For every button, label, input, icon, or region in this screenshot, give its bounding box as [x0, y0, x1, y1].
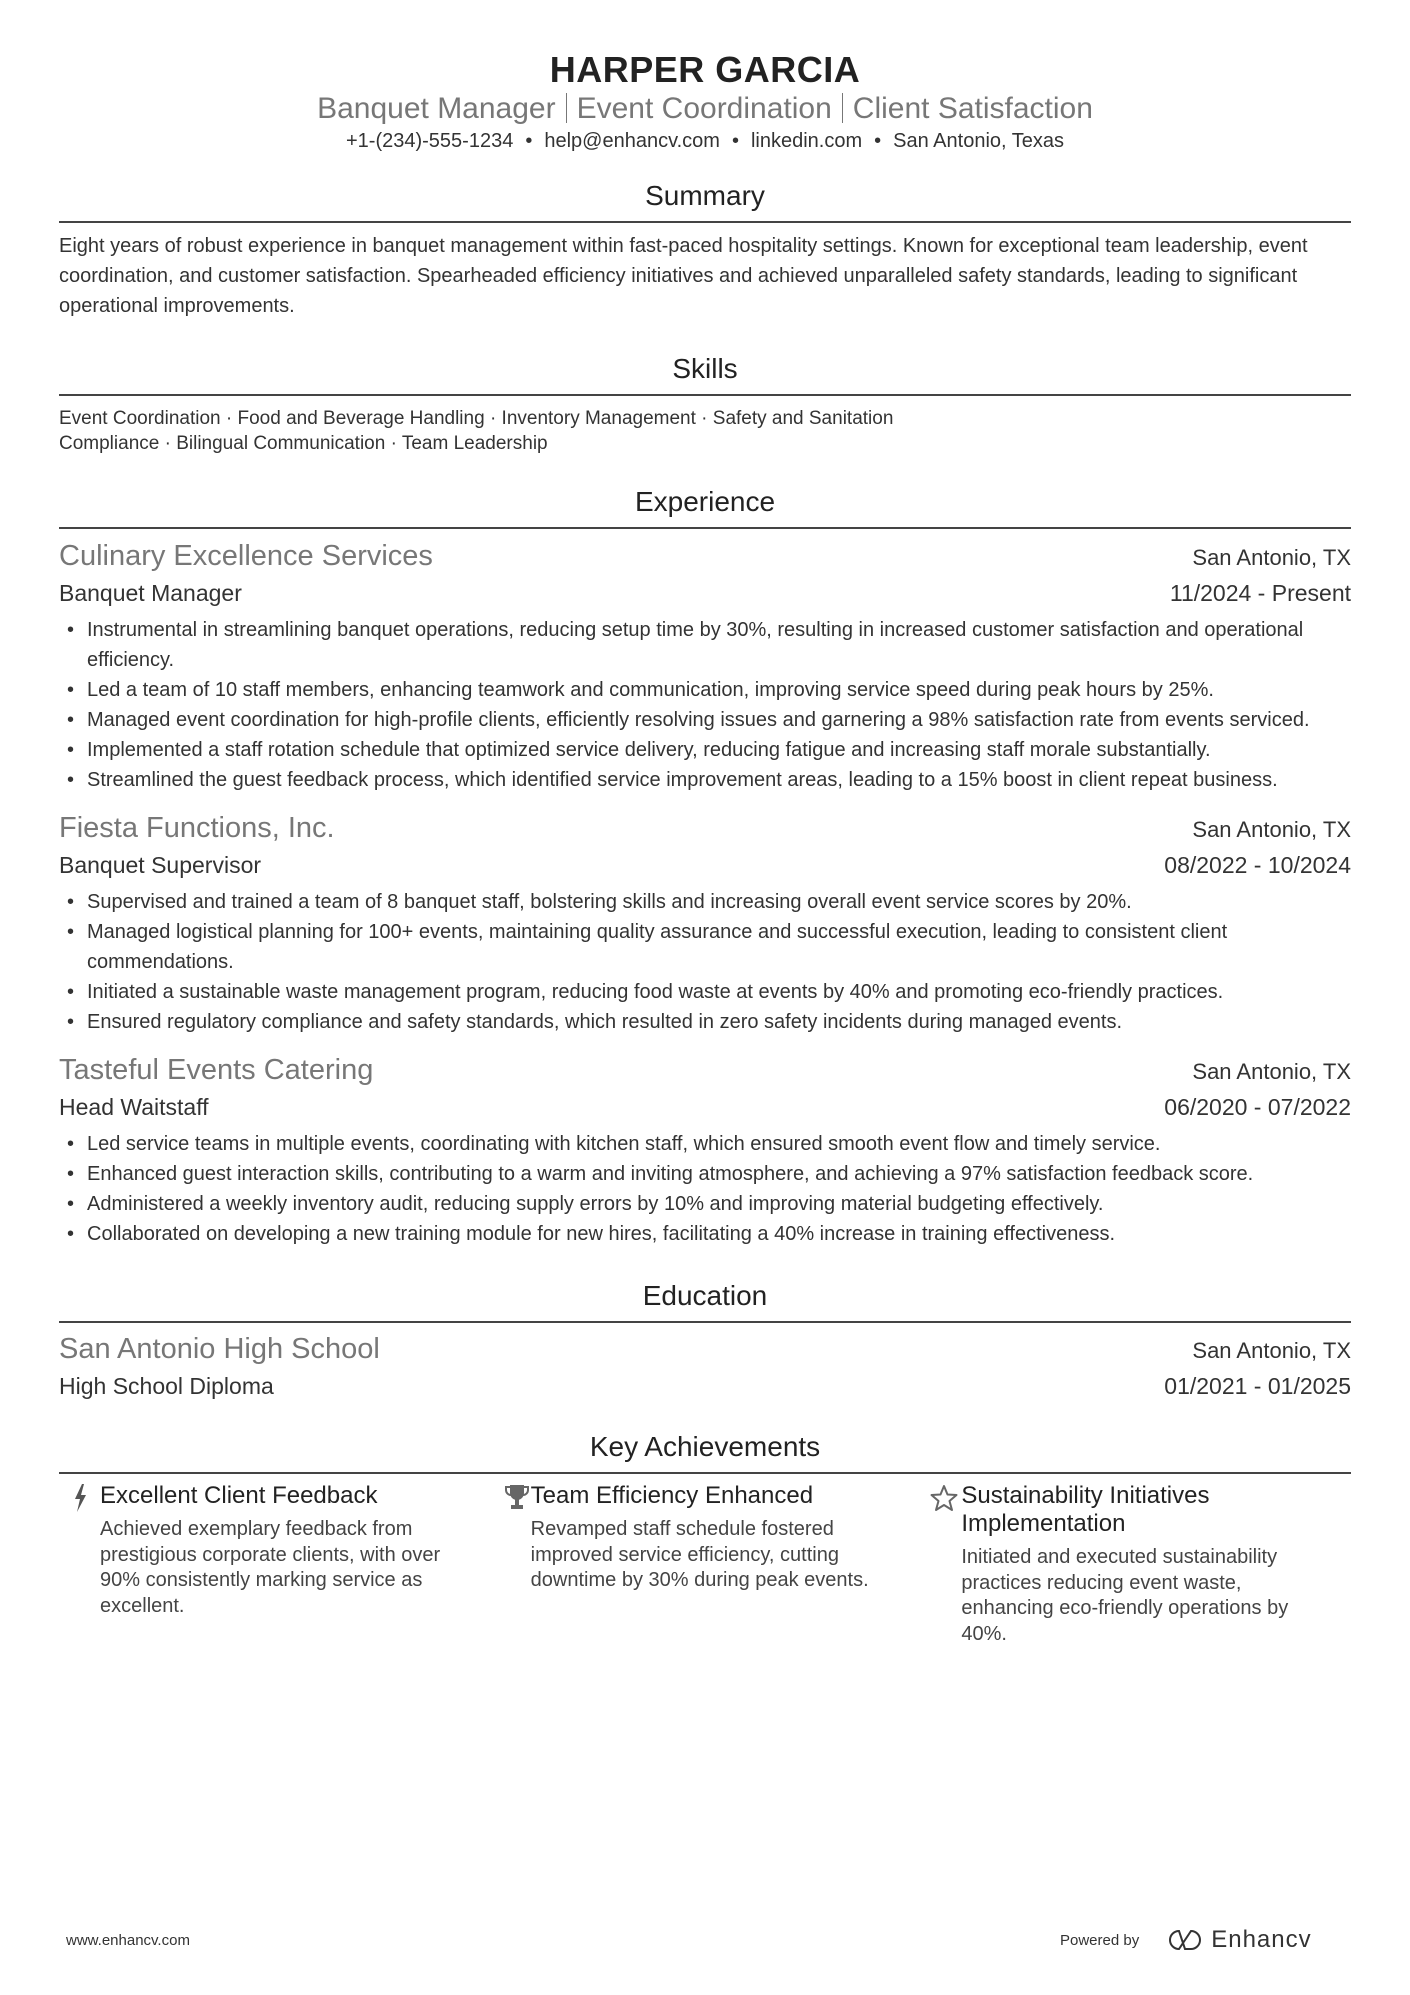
powered-by [1060, 1926, 1312, 1954]
job-bullet: • Initiated a sustainable waste management program, reducing food waste at events by 40% and promoting eco-friendly practices. [59, 977, 1351, 1007]
summary-text: Eight years of robust experience in banquet management within fast-paced hospitality settings. Known for exceptional team leadership, event coordination, and customer satisfaction. Spearheaded efficiency initiatives and achieved unparalleled safety standards, leading to significant operational improvements. [59, 235, 1308, 317]
job-bullets [59, 887, 1351, 1037]
education-entry [59, 1332, 1351, 1401]
job-role: Banquet Supervisor [59, 852, 262, 878]
achievement-description: Revamped staff schedule fostered improved service efficiency, cutting downtime by 30% during peak events. [530, 1518, 869, 1591]
linkedin-link[interactable]: linkedin.com [750, 130, 863, 152]
education-heading: Education [59, 1279, 1351, 1323]
job-bullet: • Ensured regulatory compliance and safety standards, which resulted in zero safety incidents during managed events. [59, 1007, 1351, 1037]
job-location: San Antonio, TX [1192, 1059, 1351, 1084]
job-bullet: • Streamlined the guest feedback process, which identified service improvement areas, leading to a 15% boost in client repeat business. [59, 765, 1351, 795]
company-name: Tasteful Events Catering [59, 1054, 374, 1086]
job-entry [59, 539, 1351, 795]
skills-list: Event Coordination · Food and Beverage Handling · Inventory Management · Safety and Sanitation Compliance · Bilingual Communication · Team Leadership [59, 408, 894, 454]
achievement-title: Team Efficiency Enhanced [530, 1482, 814, 1509]
job-bullet: • Implemented a staff rotation schedule that optimized service delivery, reducing fatigue and increasing staff morale substantially. [59, 735, 1351, 765]
phone: +1-(234)-555-1234 [345, 130, 514, 152]
job-bullet: • Supervised and trained a team of 8 banquet staff, bolstering skills and increasing overall event service scores by 20%. [59, 887, 1351, 917]
enhancv-logo-icon [1165, 1928, 1205, 1952]
lightning-icon [59, 1482, 100, 1647]
skills-heading: Skills [59, 352, 1351, 396]
job-bullet: • Instrumental in streamlining banquet operations, reducing setup time by 30%, resulting in increased customer satisfaction and operational efficiency. [59, 615, 1351, 675]
headline-title: Client Satisfaction [852, 92, 1093, 125]
school-name: San Antonio High School [59, 1333, 380, 1365]
contact-info: +1-(234)-555-1234 • help@enhancv.com • linkedin.com • San Antonio, Texas [345, 130, 1065, 152]
job-bullet: • Managed logistical planning for 100+ events, maintaining quality assurance and successful execution, leading to consistent client commendations. [59, 917, 1351, 977]
enhancv-logo-text: Enhancv [1211, 1926, 1312, 1953]
website-link[interactable]: www.enhancv.com [66, 1932, 190, 1949]
job-location: San Antonio, TX [1192, 545, 1351, 570]
job-bullet: • Enhanced guest interaction skills, contributing to a warm and inviting atmosphere, and achieving a 97% satisfaction feedback score. [59, 1159, 1351, 1189]
achievements-list [59, 1482, 1351, 1647]
education-dates: 01/2021 - 01/2025 [1164, 1373, 1351, 1399]
job-bullet: • Collaborated on developing a new training module for new hires, facilitating a 40% increase in training effectiveness. [59, 1219, 1351, 1249]
headline-title: Banquet Manager [317, 92, 556, 125]
summary-heading: Summary [59, 179, 1351, 223]
job-entry [59, 811, 1351, 1037]
job-bullets [59, 1129, 1351, 1249]
company-name: Culinary Excellence Services [59, 540, 433, 572]
location: San Antonio, Texas [893, 130, 1065, 152]
job-dates: 06/2020 - 07/2022 [1164, 1094, 1351, 1120]
achievement-item [59, 1482, 490, 1647]
headline-title: Event Coordination [576, 92, 832, 125]
achievement-item [490, 1482, 921, 1647]
achievement-title: Excellent Client Feedback [100, 1482, 378, 1509]
job-dates: 11/2024 - Present [1169, 580, 1351, 606]
school-location: San Antonio, TX [1192, 1338, 1351, 1363]
job-dates: 08/2022 - 10/2024 [1164, 852, 1351, 878]
candidate-name: HARPER GARCIA [549, 49, 861, 90]
job-role: Head Waitstaff [59, 1094, 209, 1120]
job-bullet: • Administered a weekly inventory audit, reducing supply errors by 10% and improving material budgeting effectively. [59, 1189, 1351, 1219]
star-icon [920, 1482, 961, 1647]
job-location: San Antonio, TX [1192, 817, 1351, 842]
degree: High School Diploma [59, 1373, 274, 1399]
job-bullets [59, 615, 1351, 795]
headline [59, 91, 1351, 127]
experience-heading: Experience [59, 485, 1351, 529]
resume-page [59, 0, 1351, 1647]
powered-by-label: Powered by [1060, 1931, 1140, 1949]
company-name: Fiesta Functions, Inc. [59, 812, 335, 844]
divider [566, 93, 567, 123]
achievement-description: Initiated and executed sustainability practices reducing event waste, enhancing eco-friendly operations by 40%. [961, 1546, 1289, 1645]
achievement-description: Achieved exemplary feedback from prestigious corporate clients, with over 90% consistently marking service as excellent. [100, 1518, 441, 1617]
job-bullet: • Led a team of 10 staff members, enhancing teamwork and communication, improving service speed during peak hours by 25%. [59, 675, 1351, 705]
email-link[interactable]: help@enhancv.com [544, 130, 720, 152]
achievements-heading: Key Achievements [59, 1430, 1351, 1474]
divider [842, 93, 843, 123]
job-entry [59, 1053, 1351, 1249]
trophy-icon [490, 1482, 531, 1647]
experience-list [59, 539, 1351, 1249]
job-bullet: • Managed event coordination for high-profile clients, efficiently resolving issues and garnering a 98% satisfaction rate from events serviced. [59, 705, 1351, 735]
achievement-title: Sustainability Initiatives Implementation [961, 1482, 1210, 1537]
achievement-item [920, 1482, 1351, 1647]
job-role: Banquet Manager [59, 580, 242, 606]
job-bullet: • Led service teams in multiple events, coordinating with kitchen staff, which ensured smooth event flow and timely service. [59, 1129, 1351, 1159]
